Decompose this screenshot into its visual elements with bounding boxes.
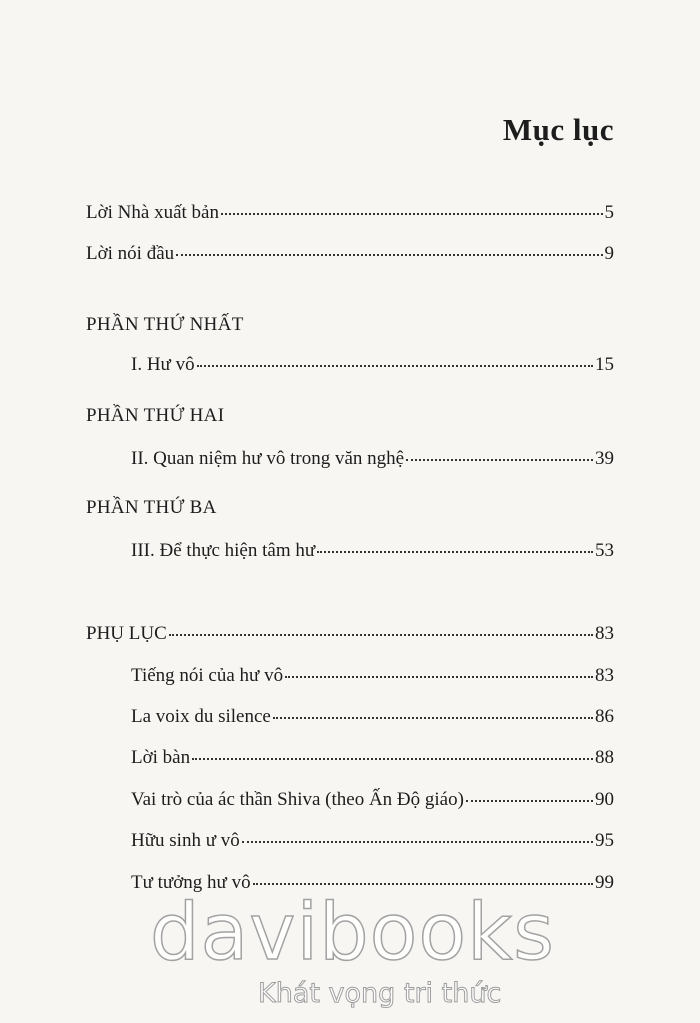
toc-entry-label: II. Quan niệm hư vô trong văn nghệ bbox=[131, 448, 405, 469]
toc-entry-label: III. Để thực hiện tâm hư bbox=[131, 540, 316, 561]
watermark-brand: davibooks bbox=[150, 888, 555, 978]
toc-entry bbox=[131, 448, 614, 474]
toc-entry bbox=[131, 706, 614, 732]
dot-leader bbox=[273, 716, 593, 719]
dot-leader bbox=[176, 253, 602, 256]
dot-leader bbox=[221, 212, 603, 215]
dot-leader bbox=[406, 458, 593, 461]
toc-entry-page: 9 bbox=[604, 243, 614, 264]
dot-leader bbox=[197, 364, 593, 367]
toc-entry-page: 53 bbox=[595, 540, 614, 561]
toc-entry bbox=[131, 747, 614, 773]
dot-leader bbox=[192, 757, 593, 760]
toc-entry-label: Hữu sinh ư vô bbox=[131, 830, 240, 851]
part-heading: PHẦN THỨ BA bbox=[86, 497, 217, 518]
toc-entry-page: 90 bbox=[595, 789, 614, 810]
toc-entry-page: 95 bbox=[595, 830, 614, 851]
appendix-heading: PHỤ LỤC bbox=[86, 623, 167, 644]
toc-entry-label: Lời nói đầu bbox=[86, 243, 175, 264]
dot-leader bbox=[169, 633, 593, 636]
dot-leader bbox=[317, 550, 593, 553]
toc-entry-label: Tiếng nói của hư vô bbox=[131, 665, 284, 686]
toc-entry-page: 5 bbox=[604, 202, 614, 223]
toc-entry bbox=[131, 830, 614, 856]
watermark-tagline: Khát vọng tri thức bbox=[258, 978, 502, 1009]
toc-entry-page: 39 bbox=[595, 448, 614, 469]
part-heading: PHẦN THỨ NHẤT bbox=[86, 314, 244, 335]
dot-leader bbox=[253, 882, 593, 885]
toc-entry-label: Tư tưởng hư vô bbox=[131, 872, 251, 893]
toc-entry bbox=[131, 665, 614, 691]
toc-entry bbox=[86, 243, 614, 269]
toc-entry-label: Vai trò của ác thần Shiva (theo Ấn Độ giáo) bbox=[131, 789, 464, 810]
toc-entry bbox=[131, 354, 614, 380]
toc-entry-page: 86 bbox=[595, 706, 614, 727]
dot-leader bbox=[242, 840, 593, 843]
toc-entry-label: Lời bàn bbox=[131, 747, 191, 768]
toc-entry-label: La voix du silence bbox=[131, 706, 271, 727]
toc-entry bbox=[86, 202, 614, 228]
toc-entry-page: 83 bbox=[595, 665, 614, 686]
toc-entry bbox=[86, 623, 614, 649]
toc-entry bbox=[131, 789, 614, 815]
toc-entry-page: 99 bbox=[595, 872, 614, 893]
dot-leader bbox=[285, 675, 593, 678]
toc-entry-label: Lời Nhà xuất bản bbox=[86, 202, 219, 223]
page-title: Mục lục bbox=[502, 112, 614, 147]
toc-entry-page: 15 bbox=[595, 354, 614, 375]
toc-entry-label: I. Hư vô bbox=[131, 354, 195, 375]
toc-entry-page: 88 bbox=[595, 747, 614, 768]
toc-entry-page: 83 bbox=[595, 623, 614, 644]
toc-entry bbox=[131, 540, 614, 566]
dot-leader bbox=[466, 799, 593, 802]
part-heading: PHẦN THỨ HAI bbox=[86, 405, 225, 426]
